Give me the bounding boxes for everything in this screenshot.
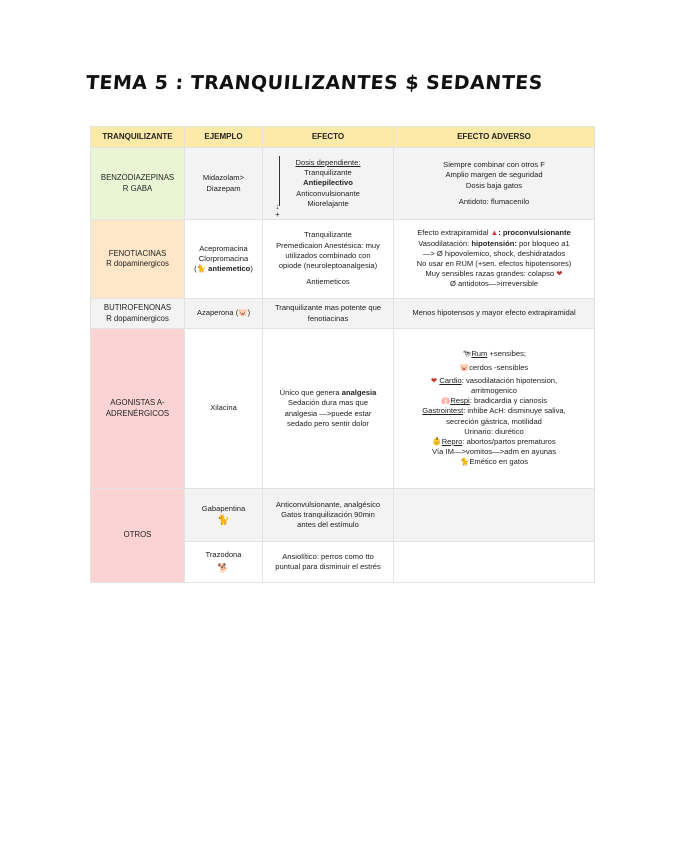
adverse-bold: hipotensión:	[471, 238, 517, 248]
adverse-underline: Respi	[450, 396, 470, 406]
adverse-line: Menos hipotensos y mayor efecto extrapiramidal	[412, 308, 576, 318]
example-line: Xilacina	[210, 403, 237, 413]
effect-line: fenotiacinas	[307, 313, 349, 323]
cat-icon: 🐈	[196, 264, 206, 274]
adverse-cell	[394, 299, 595, 329]
example-line: Clorpromacina	[198, 253, 249, 263]
heart-icon: ❤	[556, 269, 563, 279]
arrow-head-icon: ↓ +	[275, 202, 280, 219]
effect-line: puntual para disminuir el estrés	[275, 562, 381, 571]
example-cell	[185, 489, 263, 542]
example-cell	[185, 148, 263, 220]
page-title: TEMA 5 : TRANQUILIZANTES $ SEDANTES	[85, 72, 544, 94]
effect-cell	[263, 148, 394, 220]
adverse-line: —> Ø hipovolemico, shock, deshidratados	[422, 248, 566, 258]
table-row-gabapentina	[91, 489, 595, 542]
effect-line: Premedicaion Anestésica: muy	[276, 240, 380, 250]
category-butirofenonas	[91, 299, 185, 329]
cat-icon: 🐈	[217, 515, 230, 526]
category-name: BENZODIAZEPINAS	[100, 173, 175, 183]
example-cell	[185, 329, 263, 489]
category-name: AGONISTAS A-	[110, 398, 165, 408]
category-receptor: R GABA	[122, 183, 153, 193]
effect-line: Gatos tranquilización 90min	[281, 509, 375, 519]
adverse-underline: Rum	[471, 349, 488, 359]
effect-line: analgesia —>puede estar	[284, 408, 372, 418]
effect-line: utilizados combinado con	[285, 250, 371, 260]
table-row-butirofenonas	[91, 299, 595, 329]
effect-cell	[263, 329, 394, 489]
adverse-cell-empty	[394, 489, 595, 542]
effect-line: Antiemeticos	[306, 277, 350, 287]
adverse-cell-empty	[394, 542, 595, 583]
effect-bold: analgesia	[341, 388, 377, 398]
paren-close: )	[250, 264, 253, 274]
header-tranquilizante: TRANQUILIZANTE	[91, 127, 185, 148]
warning-icon: ▲	[490, 228, 499, 238]
effect-line: Tranquilizante	[304, 230, 352, 240]
effect-cell	[263, 542, 394, 583]
effect-line: Anticonvulsionante, analgésico	[275, 499, 381, 509]
adverse-underline: Gastrointest	[422, 406, 464, 416]
adverse-line: Vía IM—>vomitos—>adm en ayunas	[431, 447, 557, 457]
example-cell	[185, 220, 263, 299]
adverse-line: No usar en RUM (+sen. efectos hipotensores)	[416, 259, 572, 268]
category-name: BUTIROFENONAS	[103, 303, 172, 313]
cat-icon: 🐈	[459, 457, 470, 467]
effect-line: Tranquilizante mas potente que	[274, 303, 382, 313]
table-row-benzodiazepinas	[91, 148, 595, 220]
category-receptor: R dopaminergicos	[106, 259, 169, 268]
category-otros	[91, 489, 185, 583]
paren-close: )	[247, 308, 251, 318]
effect-line: Miorelajante	[307, 198, 349, 208]
header-efecto-adverso: EFECTO ADVERSO	[394, 127, 595, 148]
header-ejemplo: EJEMPLO	[185, 127, 263, 148]
baby-icon: 👶	[432, 437, 442, 446]
effect-line: Dosis dependiente:	[295, 157, 361, 167]
adverse-line: Urinario: diurético	[464, 426, 524, 436]
category-name: FENOTIACINAS	[108, 248, 167, 258]
effect-cell	[263, 489, 394, 542]
effect-text: Único que genera	[279, 388, 342, 398]
header-efecto: EFECTO	[263, 127, 394, 148]
table-header-row	[91, 127, 595, 148]
effect-line: Anticonvulsionante	[296, 188, 360, 198]
example-line: Midazolam>	[202, 173, 245, 183]
example-cell	[185, 299, 263, 329]
pig-icon: 🐷	[459, 362, 470, 372]
adverse-text: Emético en gatos	[469, 457, 529, 467]
adverse-bold: : proconvulsionante	[498, 228, 571, 238]
pig-icon: 🐷	[238, 308, 248, 318]
example-line: Trazodona	[205, 550, 242, 560]
adverse-text: : bradicardia y cianosis	[469, 396, 547, 406]
paren-open: (	[194, 264, 197, 274]
effect-line: sedado pero sentir dolor	[287, 418, 369, 428]
adverse-line: Siempre combinar con otros F	[443, 160, 545, 170]
effect-line: Tranquilizante	[304, 168, 352, 178]
adverse-line: Dosis baja gatos	[465, 180, 523, 190]
effect-line: Ansiolítico: perros como tto	[282, 551, 374, 561]
adverse-line: secreción gástrica, motilidad	[446, 416, 542, 426]
adverse-text: Efecto extrapiramidal	[417, 228, 489, 238]
category-receptor: R dopaminergicos	[106, 313, 169, 323]
drug-table	[90, 126, 595, 583]
dose-arrow-icon	[279, 156, 280, 206]
adverse-cell	[394, 329, 595, 489]
adverse-text: +sensibes;	[487, 349, 527, 359]
category-agonistas	[91, 329, 185, 489]
lungs-icon: 🫁	[440, 396, 451, 406]
category-name: ADRENÉRGICOS	[105, 408, 170, 418]
example-line: Diazepam	[206, 183, 241, 193]
adverse-underline: Repro	[441, 437, 463, 446]
table-row-agonistas	[91, 329, 595, 489]
effect-cell	[263, 299, 394, 329]
example-text: Azaperona (	[196, 308, 239, 318]
heart-icon: ❤	[430, 375, 438, 385]
adverse-cell	[394, 148, 595, 220]
adverse-text: Muy sensibles razas grandes: colapso	[425, 269, 555, 279]
example-bold: antiemetico	[208, 264, 251, 274]
adverse-text: cerdos -sensibles	[469, 362, 529, 372]
adverse-text: Vasodilatación:	[418, 238, 472, 248]
effect-cell	[263, 220, 394, 299]
example-line: Acepromacina	[199, 243, 248, 253]
adverse-text: : vasodilatación hipotension,	[461, 375, 558, 385]
cow-icon: 🐄	[461, 349, 472, 359]
adverse-underline: Cardio	[439, 375, 462, 385]
effect-line-bold: Antiepilectivo	[303, 178, 353, 188]
effect-line: Sedación dura mas que	[287, 398, 369, 408]
dog-icon: 🐕	[217, 562, 230, 573]
adverse-cell	[394, 220, 595, 299]
adverse-text: por bloqueo a1	[516, 238, 570, 248]
category-name: OTROS	[123, 530, 152, 540]
effect-line: opiode (neuroleptoanalgesia)	[278, 261, 378, 271]
example-cell	[185, 542, 263, 583]
adverse-text: : inhibe AcH: disminuye saliva,	[463, 406, 566, 416]
effect-line: antes del estímulo	[297, 520, 359, 530]
category-benzodiazepinas	[91, 148, 185, 220]
category-fenotiacinas	[91, 220, 185, 299]
adverse-line: Ø antidotos—>irreversible	[450, 279, 538, 289]
example-line: Gabapentina	[201, 503, 246, 513]
table-row-fenotiacinas	[91, 220, 595, 299]
adverse-line: Antidoto: flumacenilo	[458, 196, 530, 206]
adverse-line: arritmogenico	[470, 385, 517, 395]
adverse-text: : abortos/partos prematuros	[462, 437, 556, 446]
adverse-line: Amplio margen de seguridad	[445, 170, 543, 180]
